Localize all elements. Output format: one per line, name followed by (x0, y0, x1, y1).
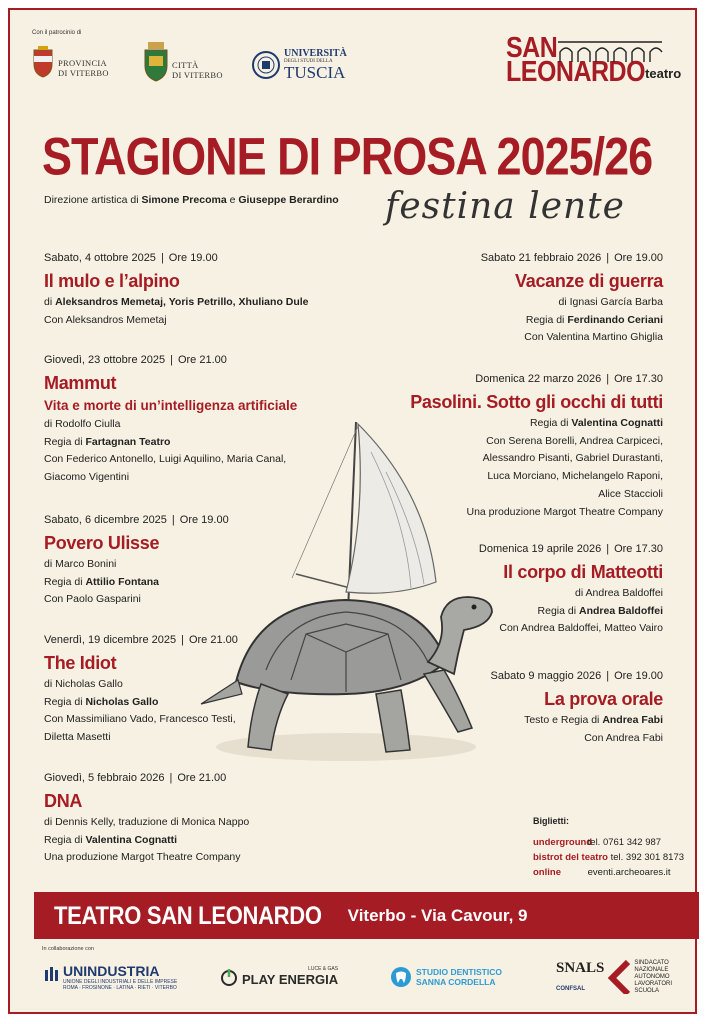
universita-seal-icon (252, 49, 280, 81)
artistic-direction: Direzione artistica di Simone Precoma e Giuseppe Berardino (44, 194, 339, 206)
event-left-4: Venerdì, 19 dicembre 2025 | Ore 21.00 The Idiot di Nicholas Gallo Regia di Nicholas Gallo Con Massimiliano Vado, Francesco Testi, Diletta Masetti (44, 634, 238, 744)
citta-crest-icon (144, 42, 168, 82)
event-right-2: Domenica 22 marzo 2026 | Ore 17.30 Pasolini. Sotto gli occhi di tutti Regia di Valentina Cognatti Con Serena Borelli, Andrea Carpiceci, Alessandro Pisanti, Gabriel Durastanti, Luca Morciano, Michelangelo Raponi, Alice Staccioli Una produzione Margot Theatre Company (410, 373, 663, 518)
san-leonardo-logo: SAN LEONARDOteatro (506, 31, 682, 88)
venue-address: Viterbo - Via Cavour, 9 (347, 905, 528, 925)
dentista-logo: STUDIO DENTISTICO SANNA CORDELLA (390, 966, 502, 988)
event-title: La prova orale (544, 688, 663, 709)
snals-logo: SNALS CONFSAL SINDACATO NAZIONALE AUTONOMO LAVORATORI SCUOLA (556, 960, 673, 994)
snals-arrow-icon (608, 960, 630, 994)
event-title: The Idiot (44, 652, 117, 673)
unindustria-logo: UNINDUSTRIA UNIONE DEGLI INDUSTRIALI E DELLE IMPRESE ROMA · FROSINONE · LATINA · RIETI · VITERBO (44, 964, 177, 991)
event-right-4: Sabato 9 maggio 2026 | Ore 19.00 La prova orale Testo e Regia di Andrea Fabi Con Andrea Fabi (490, 670, 663, 744)
citta-logo: CITTÀ DI VITERBO (144, 42, 223, 82)
tickets-info: Biglietti: underground tel. 0761 342 987 bistrot del teatro tel. 392 301 8173 online eventi.archeoares.it (533, 816, 685, 878)
provincia-logo: PROVINCIA DI VITERBO (32, 46, 109, 78)
universita-logo: UNIVERSITÀ DEGLI STUDI DELLA TUSCIA (252, 48, 347, 81)
event-title: Il corpo di Matteotti (503, 561, 663, 582)
event-title: Pasolini. Sotto gli occhi di tutti (410, 391, 663, 412)
collab-label: In collaborazione con (42, 946, 94, 952)
playenergia-logo: LUCE & GAS PLAY ENERGIA (220, 966, 338, 987)
patronage-label: Con il patrocinio di (32, 30, 82, 36)
event-left-1: Sabato, 4 ottobre 2025 | Ore 19.00 Il mulo e l’alpino di Aleksandros Memetaj, Yoris Petrillo, Xhuliano Dule Con Aleksandros Memetaj (44, 252, 309, 326)
event-left-5: Giovedì, 5 febbraio 2026 | Ore 21.00 DNA di Dennis Kelly, traduzione di Monica Nappo Regia di Valentina Cognatti Una produzione Margot Theatre Company (44, 772, 250, 864)
arcade-icon (556, 38, 664, 64)
event-subtitle: Vita e morte di un’intelligenza artificiale (44, 397, 298, 413)
provincia-crest-icon (32, 46, 54, 78)
event-title: Povero Ulisse (44, 532, 160, 553)
event-left-2: Giovedì, 23 ottobre 2025 | Ore 21.00 Mammut Vita e morte di un’intelligenza artificiale di Rodolfo Ciulla Regia di Fartagnan Teatro Con Federico Antonello, Luigi Aquilino, Maria Canal, Giacomo Vigentini (44, 354, 298, 484)
page-title: STAGIONE DI PROSA 2025/26 (42, 126, 653, 187)
venue-name: TEATRO SAN LEONARDO (54, 900, 322, 929)
event-title: DNA (44, 790, 83, 811)
event-right-3: Domenica 19 aprile 2026 | Ore 17.30 Il corpo di Matteotti di Andrea Baldoffei Regia di Andrea Baldoffei Con Andrea Baldoffei, Matteo Vairo (478, 543, 663, 635)
event-left-3: Sabato, 6 dicembre 2025 | Ore 19.00 Povero Ulisse di Marco Bonini Regia di Attilio Fontana Con Paolo Gasparini (44, 514, 229, 606)
event-right-1: Sabato 21 febbraio 2026 | Ore 19.00 Vacanze di guerra di Ignasi García Barba Regia di Ferdinando Ceriani Con Valentina Martino Ghiglia (480, 252, 663, 344)
power-icon (220, 968, 238, 986)
event-title: Mammut (44, 372, 117, 393)
venue-banner (34, 892, 699, 939)
unindustria-icon (44, 964, 60, 982)
event-title: Il mulo e l’alpino (44, 270, 180, 291)
event-title: Vacanze di guerra (515, 270, 663, 291)
tooth-icon (390, 966, 412, 988)
motto: festina lente (385, 186, 625, 227)
